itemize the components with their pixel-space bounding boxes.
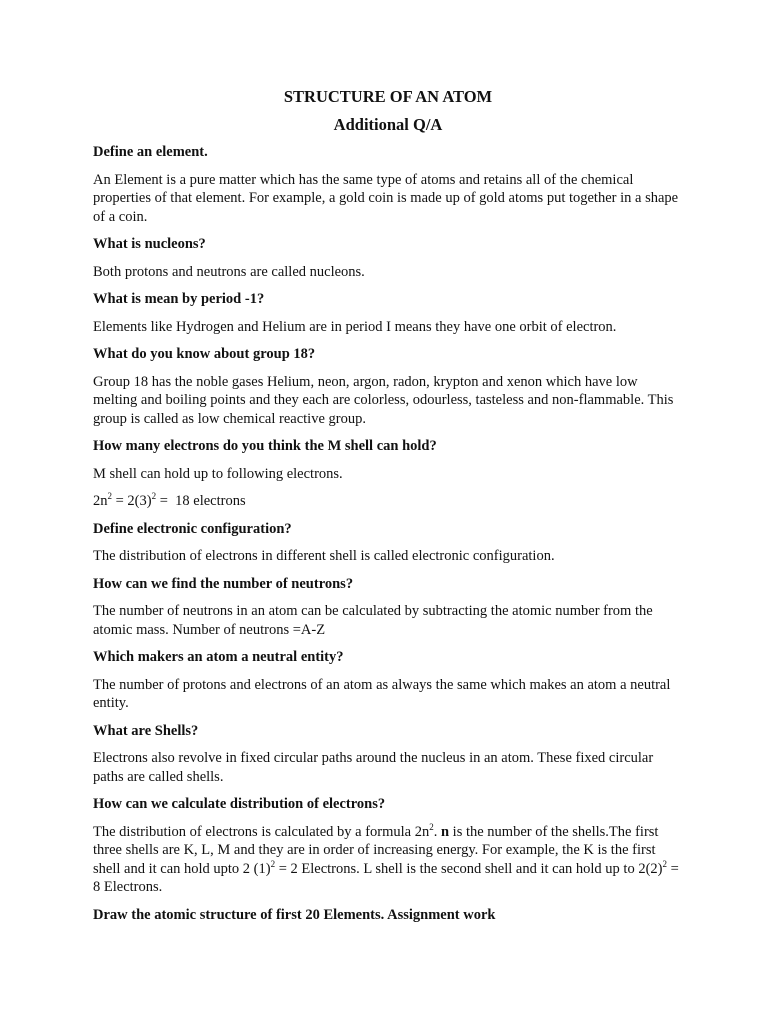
answer-text: = 2 Electrons. L shell is the second shell and it can hold up to 2(2) [275, 860, 663, 877]
answer: The distribution of electrons in different shell is called electronic configuration. [93, 548, 555, 564]
answer: M shell can hold up to following electrons. [93, 465, 343, 482]
answer: Elements like Hydrogen and Helium are in period I means they have one orbit of electron. [93, 318, 617, 335]
document-subtitle: Additional Q/A [333, 115, 443, 134]
qa-item [93, 648, 683, 713]
bold-variable: n [440, 823, 450, 840]
question: How many electrons do you think the M shell can hold? [93, 438, 437, 454]
qa-item [93, 795, 683, 897]
document-title: STRUCTURE OF AN ATOM [283, 87, 493, 106]
superscript: 2 [151, 491, 157, 501]
question: What is mean by period -1? [93, 291, 265, 307]
superscript: 2 [270, 858, 276, 869]
question: How can we find the number of neutrons? [93, 575, 354, 592]
qa-item [93, 437, 683, 511]
formula-text: = 2(3) [112, 493, 152, 509]
qa-item [93, 345, 683, 428]
answer [93, 823, 683, 897]
question: What are Shells? [93, 722, 199, 739]
qa-item [93, 290, 683, 336]
question: Define electronic configuration? [93, 520, 292, 537]
question: Draw the atomic structure of first 20 Elements. Assignment work [93, 906, 496, 923]
question: Which makers an atom a neutral entity? [93, 649, 344, 665]
answer-text: = 8 Electrons. [93, 860, 679, 895]
answer: The number of neutrons in an atom can be calculated by subtracting the atomic number from the atomic mass. Number of neutrons =A-Z [93, 603, 653, 638]
answer: An Element is a pure matter which has the same type of atoms and retains all of the chemical properties of that element. For example, a gold coin is made up of gold atoms put together in a shape of a coin. [93, 171, 679, 225]
question: Define an element. [93, 144, 208, 160]
superscript: 2 [662, 858, 667, 869]
formula-text: 2n [93, 493, 108, 509]
question: What do you know about group 18? [93, 346, 316, 362]
question: What is nucleons? [93, 236, 206, 252]
qa-item [93, 722, 683, 787]
answer-text: . [433, 823, 441, 840]
document-page [93, 87, 683, 933]
formula-text: = 18 electrons [156, 493, 246, 509]
qa-item [93, 520, 683, 566]
answer: The number of protons and electrons of an atom as always the same which makes an atom a neutral entity. [93, 676, 671, 711]
answer-text: The distribution of electrons is calculated by a formula 2n [93, 823, 430, 840]
qa-item [93, 575, 683, 640]
answer-text: is the number of the shells.The first three shells are K, L, M and they are in order of increasing energy. For example, the K is the first shell and it can hold upto 2 (1) [93, 823, 659, 877]
qa-item [93, 235, 683, 281]
qa-item [93, 906, 683, 925]
superscript: 2 [429, 821, 434, 832]
formula-line [93, 492, 683, 511]
answer: Both protons and neutrons are called nucleons. [93, 263, 365, 280]
qa-item [93, 143, 683, 226]
answer: Group 18 has the noble gases Helium, neon, argon, radon, krypton and xenon which have low melting and boiling points and they each are colorless, odourless, tasteless and non-flammable. This group is called as low chemical reactive group. [93, 373, 674, 427]
question: How can we calculate distribution of electrons? [93, 796, 386, 812]
answer: Electrons also revolve in fixed circular paths around the nucleus in an atom. These fixed circular paths are called shells. [93, 750, 654, 785]
superscript: 2 [107, 491, 112, 501]
